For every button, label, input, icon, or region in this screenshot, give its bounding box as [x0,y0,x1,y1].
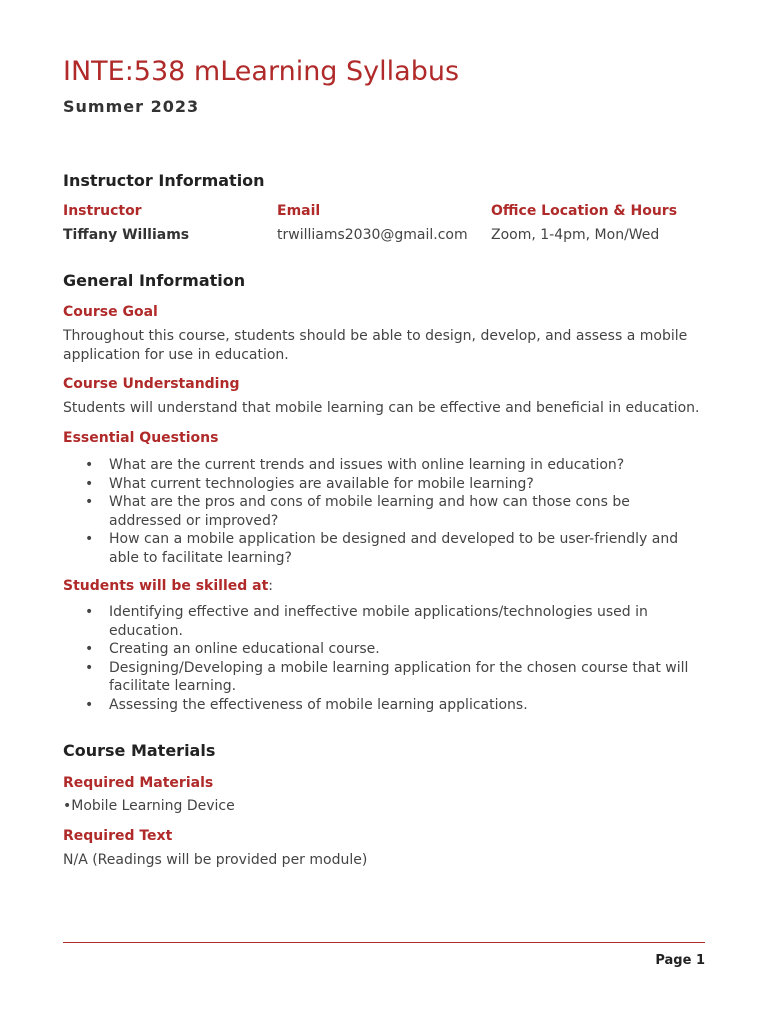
list-item: • What current technologies are available for mobile learning? [63,475,703,494]
list-item: • Assessing the effectiveness of mobile learning applications. [63,696,703,715]
course-goal-text: Throughout this course, students should be able to design, develop, and assess a mobile application for use in education. [63,328,688,363]
course-materials-heading: Course Materials [63,741,216,760]
skills-label-suffix: : [268,578,274,594]
list-item: • Identifying effective and ineffective mobile applications/technologies used in education. [63,603,703,640]
essential-questions-label: Essential Questions [63,430,219,446]
general-info-heading: General Information [63,271,246,290]
office-hours-value: Zoom, 1-4pm, Mon/Wed [491,227,660,243]
skills-label [63,578,273,594]
list-item: • Designing/Developing a mobile learning application for the chosen course that will facilitate learning. [63,659,703,696]
email-label: Email [277,203,321,219]
required-materials-label: Required Materials [63,775,214,791]
document-page [63,0,705,1024]
list-item: • What are the pros and cons of mobile learning and how can those cons be addressed or improved? [63,493,703,530]
document-title: INTE:538 mLearning Syllabus [63,56,460,87]
instructor-name: Tiffany Williams [63,227,190,243]
page-number: Page 1 [655,953,705,968]
list-item: • How can a mobile application be designed and developed to be user-friendly and able to facilitate learning? [63,530,703,567]
document-subtitle: Summer 2023 [63,97,200,116]
course-goal-label: Course Goal [63,304,158,320]
skills-list [63,603,703,714]
required-materials-text: •Mobile Learning Device [63,798,235,814]
required-text-label: Required Text [63,828,173,844]
list-item: • Creating an online educational course. [63,640,703,659]
footer-divider [63,942,705,943]
list-item: • What are the current trends and issues with online learning in education? [63,456,703,475]
instructor-label: Instructor [63,203,142,219]
office-hours-label: Office Location & Hours [491,203,678,219]
instructor-info-heading: Instructor Information [63,171,265,190]
essential-questions-list [63,456,703,567]
required-text-value: N/A (Readings will be provided per module) [63,852,368,868]
skills-label-text: Students will be skilled at [63,578,269,594]
instructor-email[interactable]: trwilliams2030@gmail.com [277,227,468,243]
course-understanding-label: Course Understanding [63,376,240,392]
course-understanding-text: Students will understand that mobile learning can be effective and beneficial in education. [63,400,700,416]
